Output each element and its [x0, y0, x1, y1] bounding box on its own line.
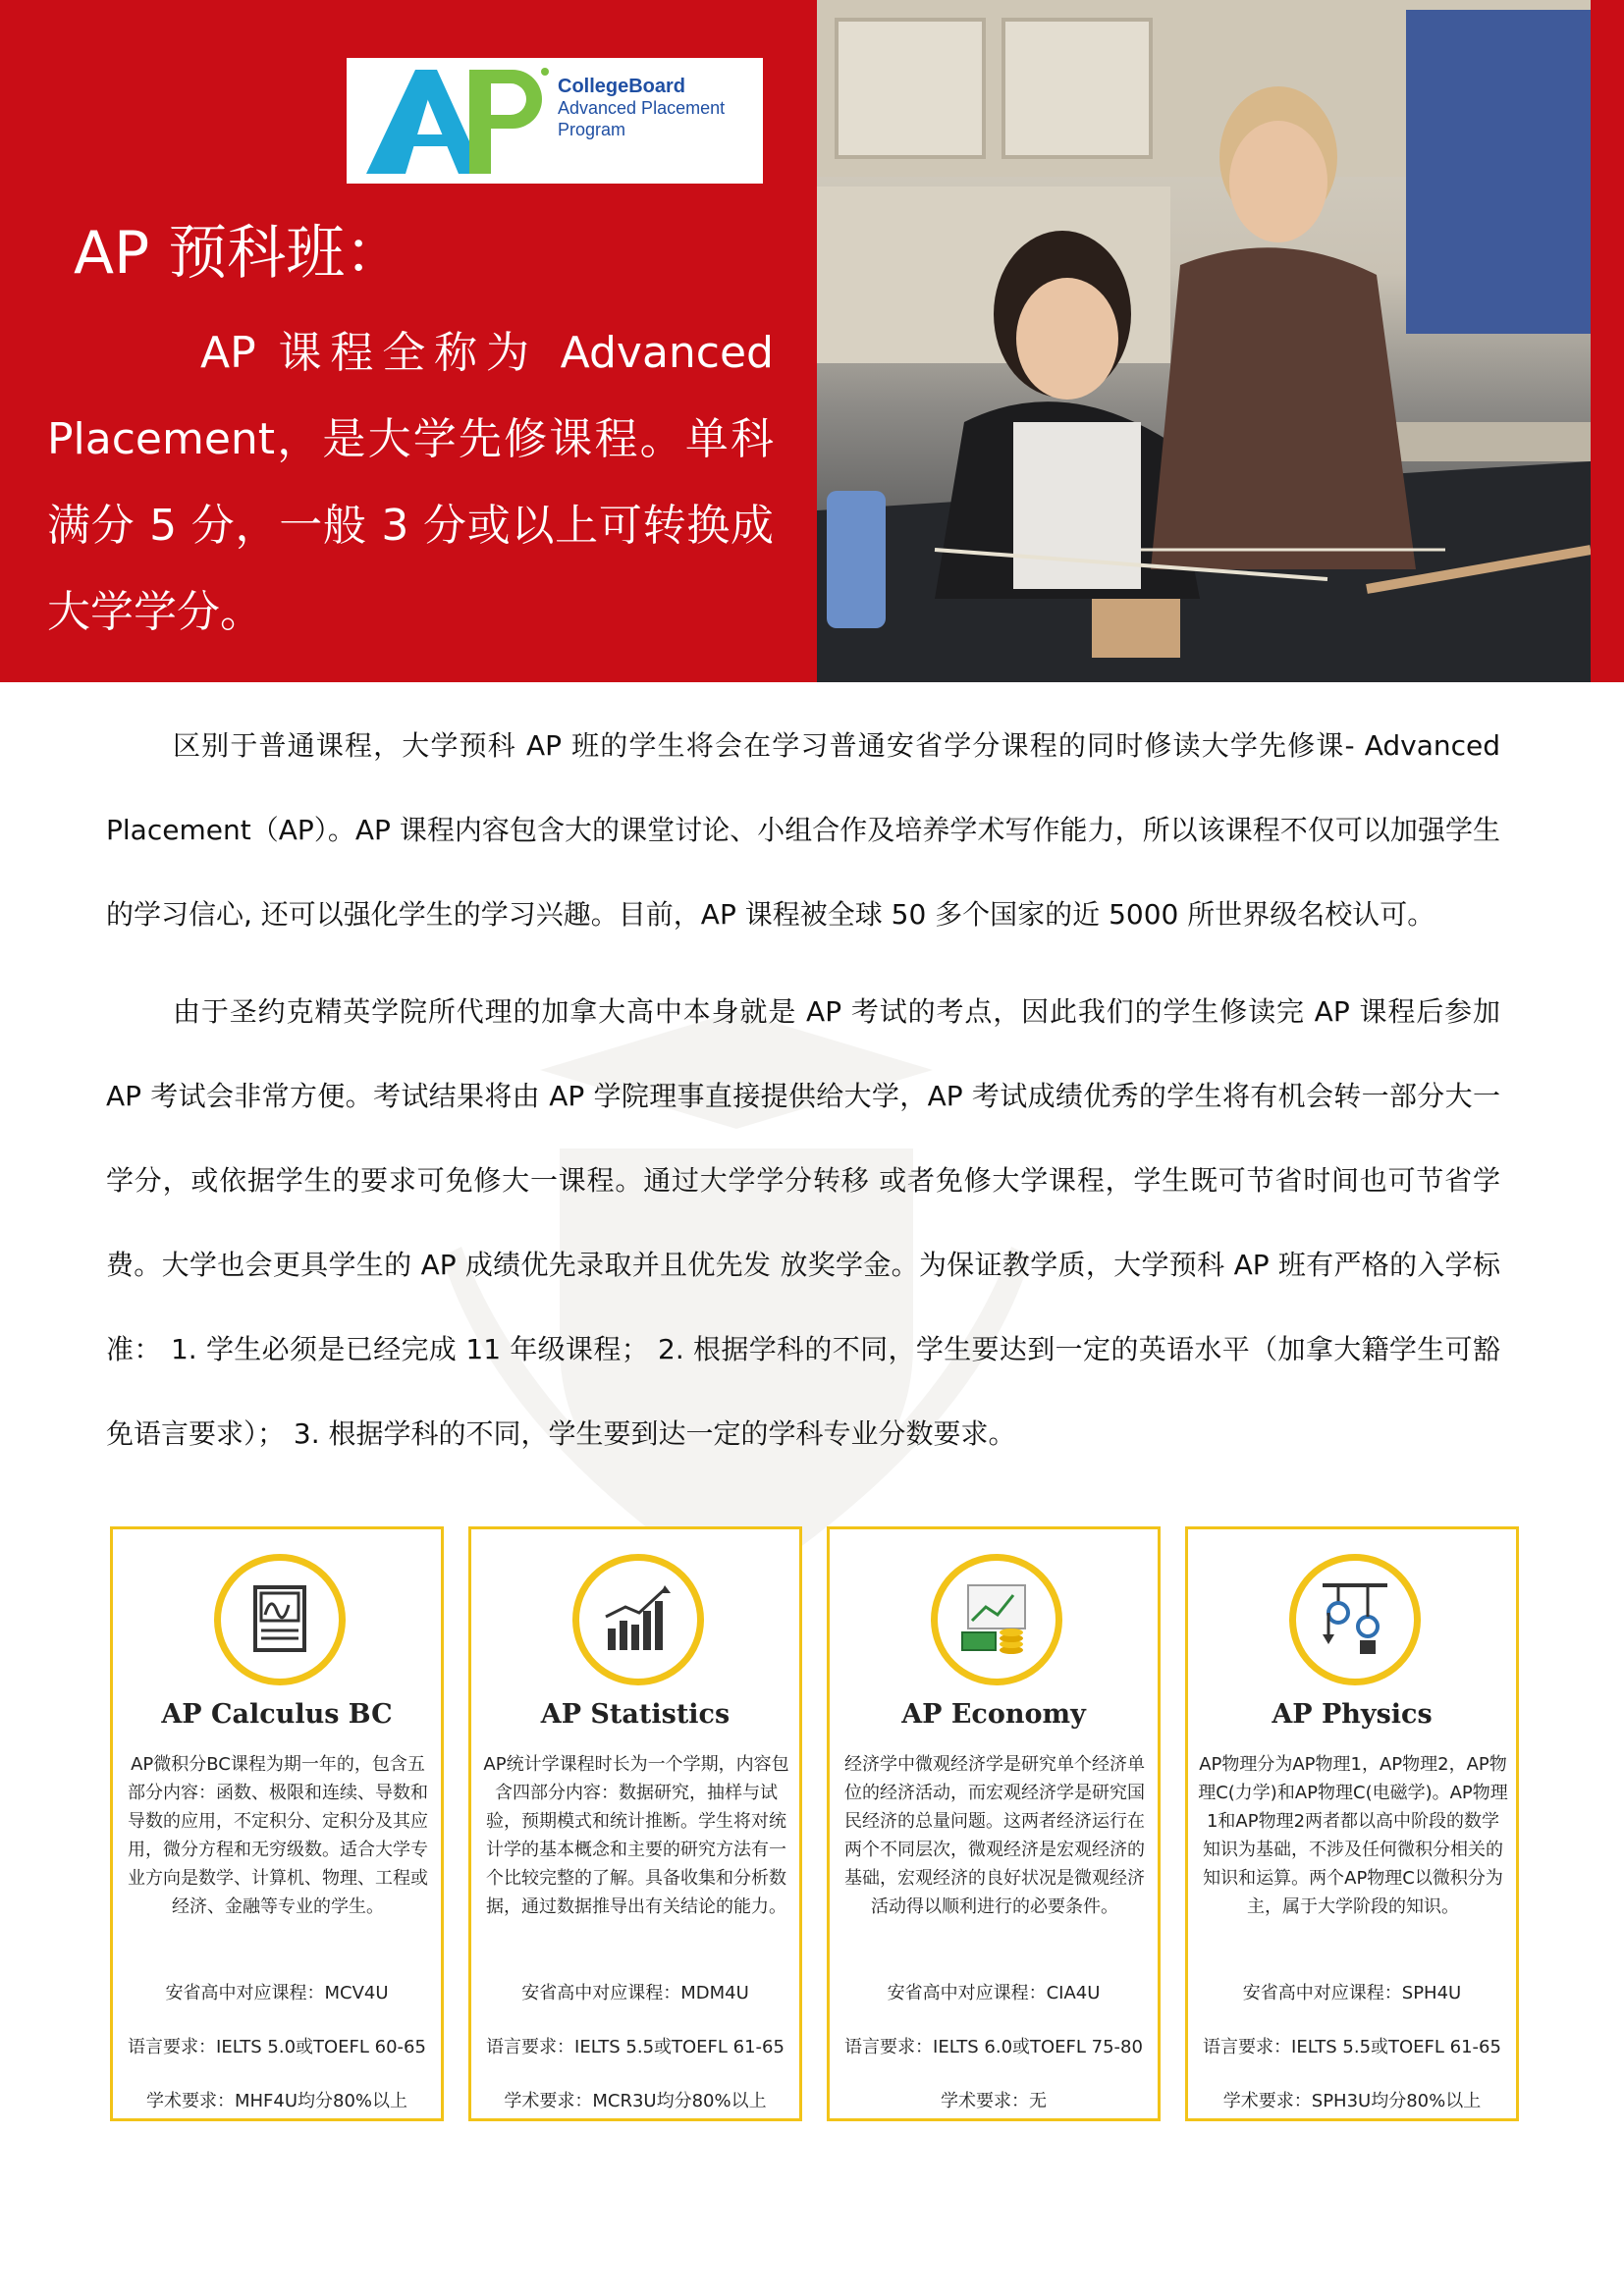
card-description: AP物理分为AP物理1，AP物理2，AP物理C(力学)和AP物理C(电磁学)。AP物理1和AP物理2两者都以高中阶段的数学知识为基础，不涉及任何微积分相关的知识和运算。两个AP物理C以微积分为主，属于大学阶段的知识。	[1198, 1754, 1508, 1917]
card-title: AP Statistics	[540, 1699, 731, 1730]
physics-icon	[1313, 1577, 1397, 1662]
card-description: 经济学中微观经济学是研究单个经济单位的经济活动，而宏观经济学是研究国民经济的总量问题。这两者经济运行在两个不同层次，微观经济是宏观经济的基础，宏观经济的良好状况是微观经济活动得以顺利进行的必要条件。	[844, 1754, 1145, 1917]
card-course: 安省高中对应课程：MCV4U	[165, 1983, 389, 2003]
logo-line2: Program	[558, 120, 626, 139]
course-card-calculus	[110, 1526, 444, 2121]
card-course: 安省高中对应课程：CIA4U	[887, 1983, 1101, 2003]
intro-paragraph: 区别于普通课程，大学预科 AP 班的学生将会在学习普通安省学分课程的同时修读大学先修课- Advanced Placement（AP）。AP 课程内容包含大的课堂讨论、小组合作及培养学术写作能力，所以该课程不仅可以加强学生的学习信心, 还可以强化学生的学习兴趣。目前，AP 课程被全球 50 多个国家的近 5000 所世界级名校认可。	[106, 729, 1500, 931]
card-academic: 学术要求：无	[941, 2091, 1047, 2111]
logo-text	[558, 76, 725, 140]
card-academic: 学术要求：SPH3U均分80%以上	[1222, 2091, 1482, 2111]
hero-banner	[0, 0, 1624, 682]
logo-org: CollegeBoard	[558, 76, 686, 97]
students-lab-illustration-icon	[817, 0, 1591, 682]
card-description: AP统计学课程时长为一个学期，内容包含四部分内容：数据研究，抽样与试验，预期模式和统计推断。学生将对统计学的基本概念和主要的研究方法有一个比较完整的了解。具备收集和分析数据，通过数据推导出有关结论的能力。	[483, 1754, 789, 1917]
economy-icon	[954, 1577, 1039, 1662]
hero-title: AP 预科班：	[74, 219, 405, 288]
card-language: 语言要求：IELTS 6.0或TOEFL 75-80	[844, 2037, 1143, 2057]
card-course: 安省高中对应课程：MDM4U	[521, 1983, 749, 2003]
ap-logo	[347, 58, 763, 184]
card-language: 语言要求：IELTS 5.5或TOEFL 61-65	[486, 2037, 785, 2057]
card-title: AP Economy	[901, 1699, 1086, 1730]
lab-photo	[817, 0, 1591, 682]
card-language: 语言要求：IELTS 5.5或TOEFL 61-65	[1203, 2037, 1501, 2057]
statistics-icon	[596, 1577, 680, 1662]
card-academic: 学术要求：MHF4U均分80%以上	[145, 2091, 408, 2111]
card-title: AP Calculus BC	[161, 1699, 393, 1730]
card-course: 安省高中对应课程：SPH4U	[1242, 1983, 1462, 2003]
calculus-icon	[238, 1577, 322, 1662]
logo-line1: Advanced Placement	[558, 98, 726, 118]
hero-intro: AP 课程全称为 Advanced Placement，是大学先修课程。单科满分 5 分，一般 3 分或以上可转换成大学学分。	[47, 328, 774, 637]
course-card-statistics	[468, 1526, 802, 2121]
course-card-physics	[1185, 1526, 1519, 2121]
course-card-economy	[827, 1526, 1161, 2121]
exam-paragraph: 由于圣约克精英学院所代理的加拿大高中本身就是 AP 考试的考点，因此我们的学生修读完 AP 课程后参加 AP 考试会非常方便。考试结果将由 AP 学院理事直接提供给大学，AP 考试成绩优秀的学生将有机会转一部分大一学分，或依据学生的要求可免修大一课程。通过大学学分转移 或者免修大学课程，学生既可节省时间也可节省学费。大学也会更具学生的 AP 成绩优先录取并且优先发 放奖学金。为保证教学质，大学预科 AP 班有严格的入学标准： 1. 学生必须是已经完成 11 年级课程； 2. 根据学科的不同，学生要达到一定的英语水平（加拿大籍学生可豁免语言要求）； 3. 根据学科的不同，学生要到达一定的学科专业分数要求。	[106, 995, 1500, 1450]
card-academic: 学术要求：MCR3U均分80%以上	[504, 2091, 767, 2111]
card-language: 语言要求：IELTS 5.0或TOEFL 60-65	[128, 2037, 426, 2057]
card-description: AP微积分BC课程为期一年的，包含五部分内容：函数、极限和连续、导数和导数的应用，不定积分、定积分及其应用，微分方程和无穷级数。适合大学专业方向是数学、计算机、物理、工程或经济、金融等专业的学生。	[128, 1754, 428, 1917]
hero-red-edge	[1591, 0, 1624, 682]
card-title: AP Physics	[1272, 1699, 1433, 1730]
